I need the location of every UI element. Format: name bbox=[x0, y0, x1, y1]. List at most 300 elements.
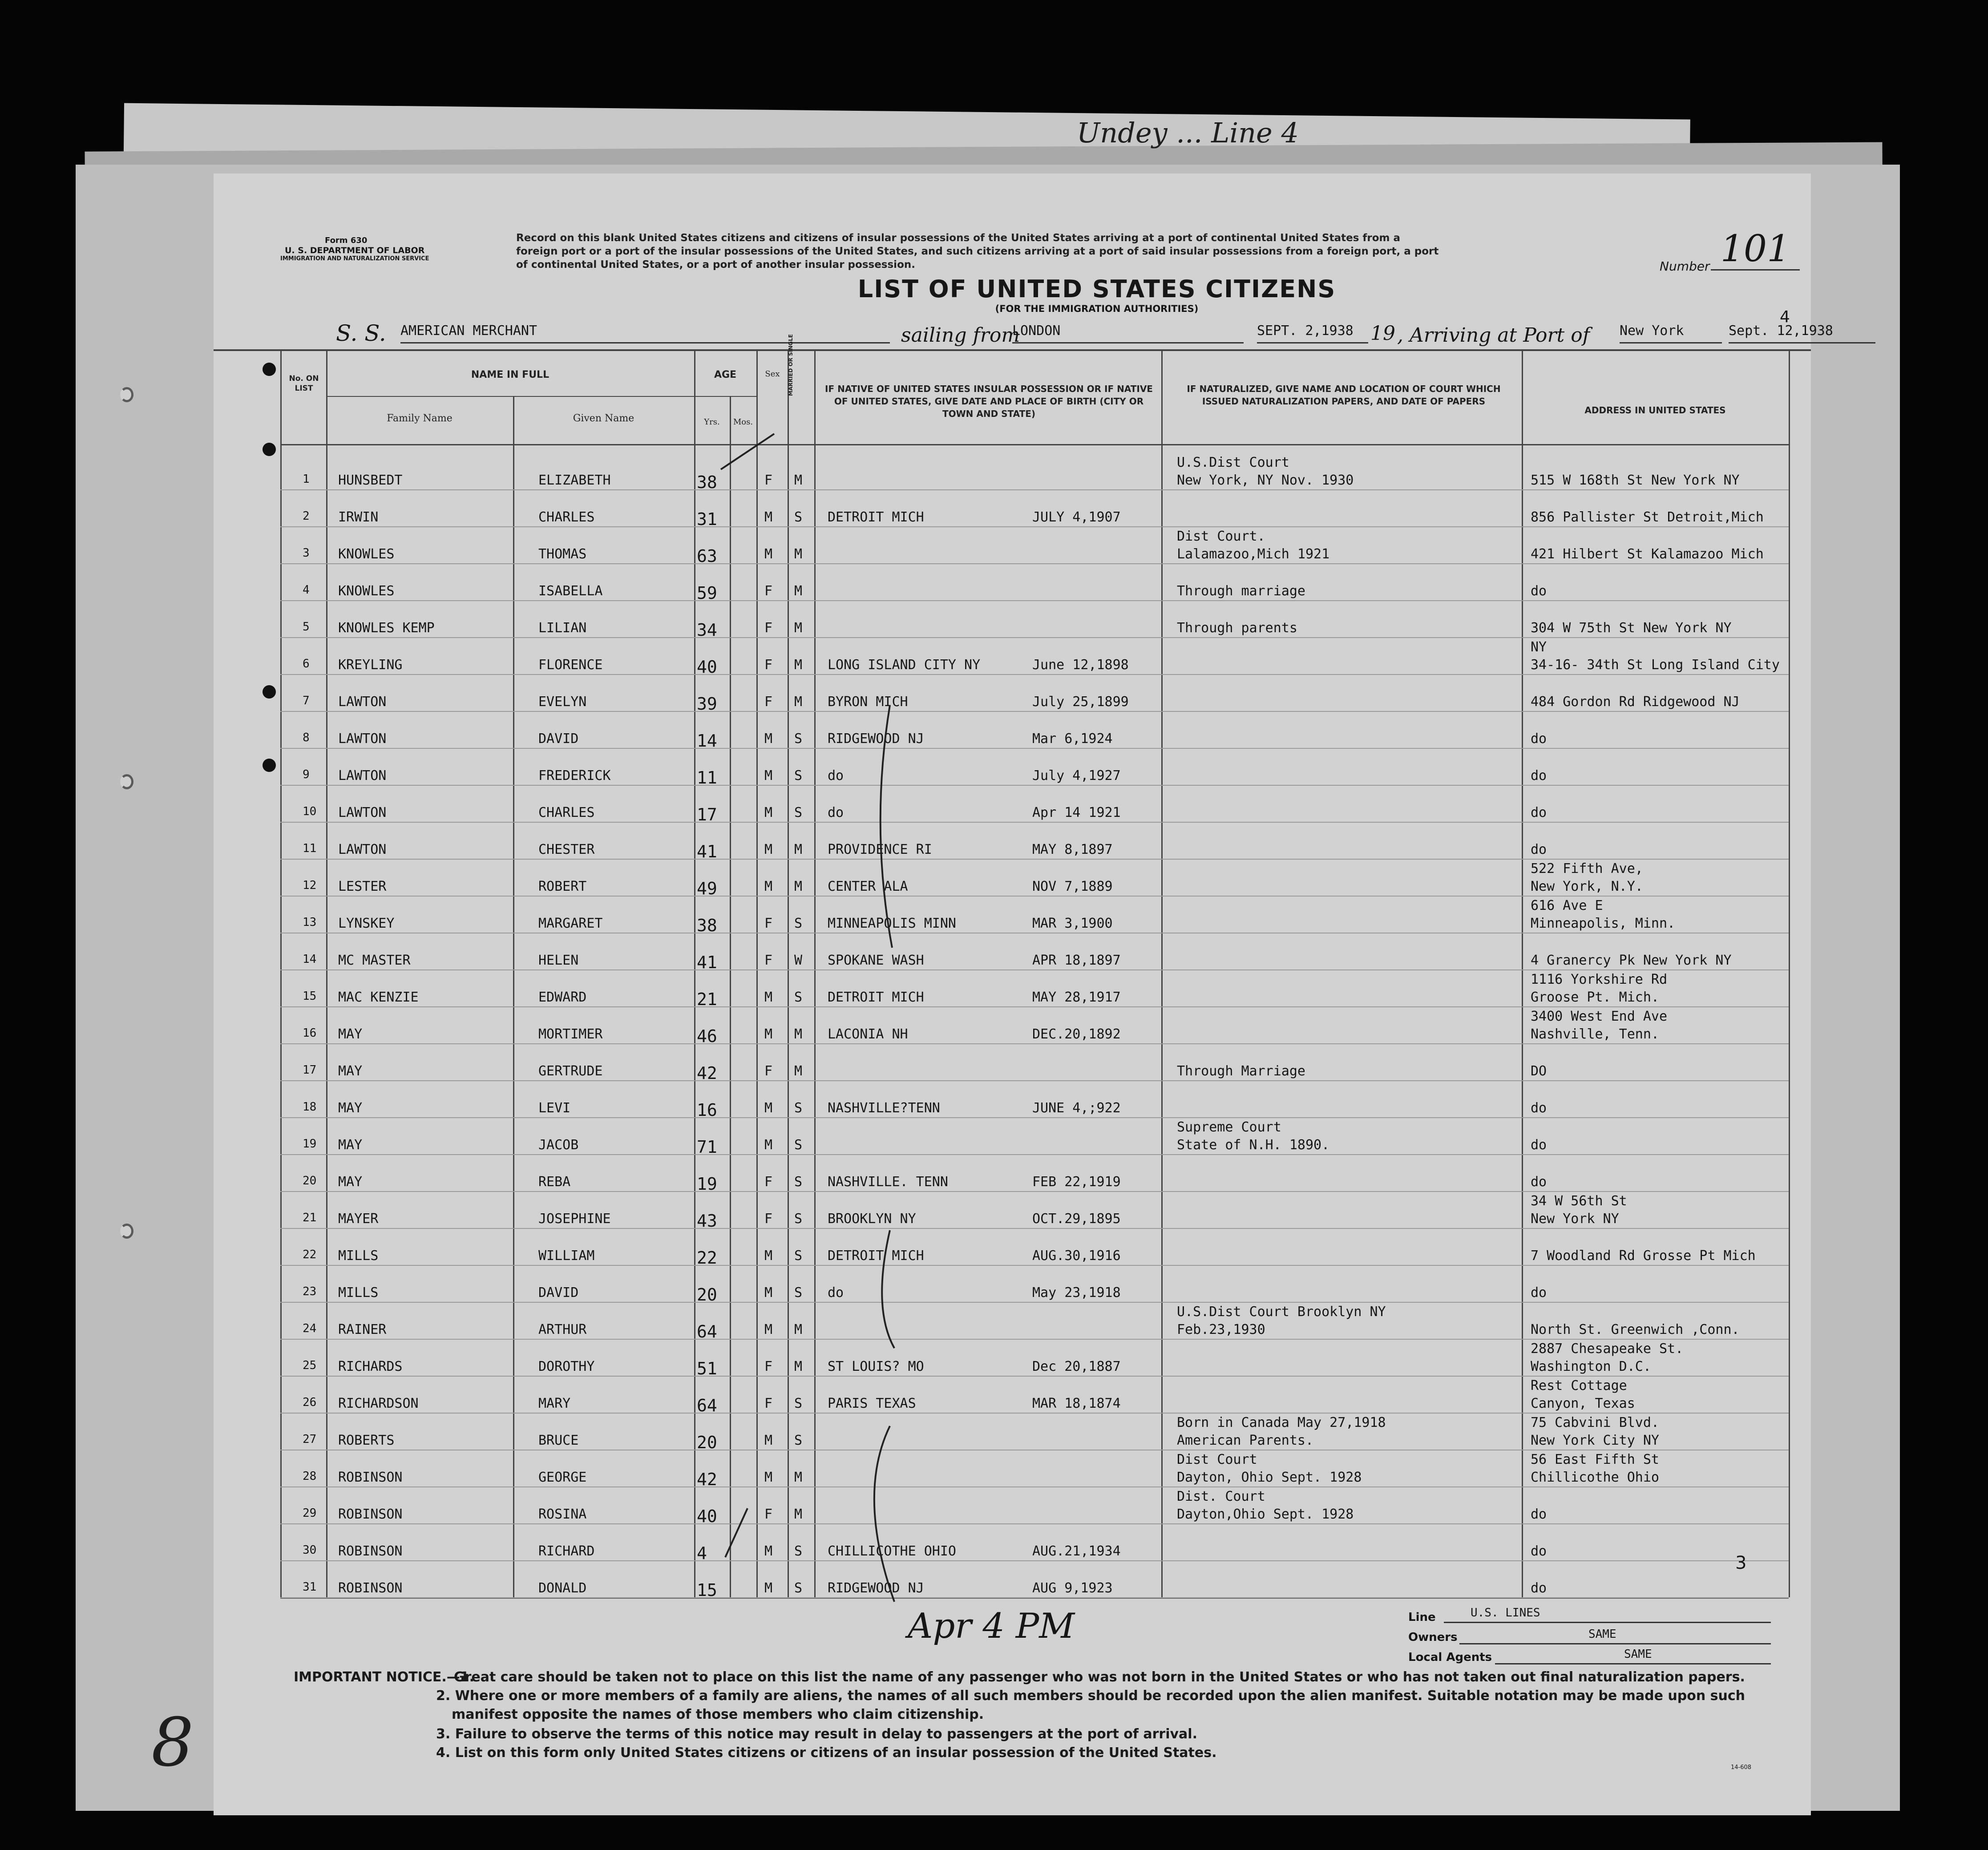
address-line-2: 421 Hilbert St Kalamazoo Mich bbox=[1531, 546, 1764, 562]
age: 46 bbox=[697, 1026, 717, 1046]
address-line-2: do bbox=[1531, 1100, 1547, 1116]
age: 39 bbox=[697, 694, 717, 714]
address-line-2: do bbox=[1531, 1580, 1547, 1596]
row-no: 16 bbox=[303, 1026, 317, 1040]
marital-status: S bbox=[794, 805, 803, 820]
given-name: ROSINA bbox=[538, 1507, 587, 1522]
birth-date: July 4,1927 bbox=[1032, 768, 1121, 784]
agents-label: Local Agents bbox=[1408, 1651, 1492, 1664]
family-name: HUNSBEDT bbox=[338, 473, 403, 488]
birth-date: OCT.29,1895 bbox=[1032, 1211, 1121, 1227]
binder-hole bbox=[120, 1224, 133, 1239]
row-no: 26 bbox=[303, 1396, 317, 1409]
sex: F bbox=[764, 583, 773, 599]
family-name: MILLS bbox=[338, 1248, 379, 1264]
birth-date: July 25,1899 bbox=[1032, 694, 1129, 710]
address-line-2: 515 W 168th St New York NY bbox=[1531, 473, 1740, 488]
given-name: THOMAS bbox=[538, 546, 587, 562]
family-name: ROBERTS bbox=[338, 1433, 395, 1448]
given-name: JOSEPHINE bbox=[538, 1211, 611, 1227]
marital-status: S bbox=[794, 990, 803, 1005]
row-no: 6 bbox=[303, 657, 310, 671]
birth-place: CENTER ALA bbox=[828, 879, 908, 894]
given-name: JACOB bbox=[538, 1137, 579, 1153]
header-name-in-full: NAME IN FULL bbox=[471, 369, 550, 380]
sex: M bbox=[764, 805, 773, 820]
address-line-2: New York City NY bbox=[1531, 1433, 1659, 1448]
address-line-1: 2887 Chesapeake St. bbox=[1531, 1341, 1684, 1357]
marital-status: M bbox=[794, 1359, 803, 1374]
number-label: Number bbox=[1660, 259, 1710, 274]
naturalization-line-1: Dist. Court bbox=[1177, 1489, 1265, 1504]
marital-status: S bbox=[794, 1396, 803, 1411]
age: 20 bbox=[697, 1433, 717, 1452]
given-name: ISABELLA bbox=[538, 583, 603, 599]
family-name: ROBINSON bbox=[338, 1543, 403, 1559]
address-line-2: 4 Granercy Pk New York NY bbox=[1531, 953, 1732, 968]
sex: M bbox=[764, 990, 773, 1005]
row-no: 15 bbox=[303, 990, 317, 1003]
family-name: KREYLING bbox=[338, 657, 403, 673]
age: 42 bbox=[697, 1063, 717, 1083]
row-no: 31 bbox=[303, 1580, 317, 1594]
given-name: MORTIMER bbox=[538, 1026, 603, 1042]
from-port: LONDON bbox=[1012, 323, 1244, 343]
row-no: 27 bbox=[303, 1433, 317, 1446]
form-code: 14-608 bbox=[1731, 1764, 1752, 1771]
row-no: 23 bbox=[303, 1285, 317, 1298]
row-no: 18 bbox=[303, 1100, 317, 1114]
birth-place: LACONIA NH bbox=[828, 1026, 908, 1042]
row-no: 5 bbox=[303, 620, 310, 634]
row-no: 9 bbox=[303, 768, 310, 781]
given-name: RICHARD bbox=[538, 1543, 595, 1559]
arrival-port: New York bbox=[1620, 323, 1722, 343]
naturalization-line-1: Born in Canada May 27,1918 bbox=[1177, 1415, 1386, 1430]
row-no: 14 bbox=[303, 953, 317, 966]
family-name: LYNSKEY bbox=[338, 916, 395, 931]
family-name: MAY bbox=[338, 1063, 363, 1079]
family-name: KNOWLES KEMP bbox=[338, 620, 435, 636]
family-name: LAWTON bbox=[338, 805, 387, 820]
birth-date: NOV 7,1889 bbox=[1032, 879, 1113, 894]
age: 59 bbox=[697, 583, 717, 603]
address-line-1: 1116 Yorkshire Rd bbox=[1531, 972, 1668, 987]
given-name: LILIAN bbox=[538, 620, 587, 636]
family-name: MC MASTER bbox=[338, 953, 411, 968]
sex: F bbox=[764, 694, 773, 710]
marital-status: S bbox=[794, 768, 803, 784]
address-line-1: 522 Fifth Ave, bbox=[1531, 861, 1643, 877]
birth-place: DETROIT MICH bbox=[828, 1248, 924, 1264]
address-line-2: DO bbox=[1531, 1063, 1547, 1079]
address-line-2: New York NY bbox=[1531, 1211, 1619, 1227]
age: 49 bbox=[697, 879, 717, 898]
age: 38 bbox=[697, 473, 717, 492]
sex: F bbox=[764, 1063, 773, 1079]
family-name: MAY bbox=[338, 1174, 363, 1190]
family-name: LAWTON bbox=[338, 694, 387, 710]
marital-status: M bbox=[794, 657, 803, 673]
naturalization-line-2: Through Marriage bbox=[1177, 1063, 1305, 1079]
naturalization-line-1: Dist Court bbox=[1177, 1452, 1257, 1467]
address-line-1: 3400 West End Ave bbox=[1531, 1009, 1668, 1024]
address-line-2: Groose Pt. Mich. bbox=[1531, 990, 1659, 1005]
birth-place: BROOKLYN NY bbox=[828, 1211, 916, 1227]
row-no: 28 bbox=[303, 1470, 317, 1483]
age: 22 bbox=[697, 1248, 717, 1268]
birth-date: DEC.20,1892 bbox=[1032, 1026, 1121, 1042]
sex: M bbox=[764, 1026, 773, 1042]
address-line-2: 484 Gordon Rd Ridgewood NJ bbox=[1531, 694, 1740, 710]
age: 38 bbox=[697, 916, 717, 935]
marital-status: S bbox=[794, 1137, 803, 1153]
birth-place: LONG ISLAND CITY NY bbox=[828, 657, 981, 673]
birth-place: NASHVILLE. TENN bbox=[828, 1174, 948, 1190]
birth-place: MINNEAPOLIS MINN bbox=[828, 916, 956, 931]
address-line-2: do bbox=[1531, 1543, 1547, 1559]
row-no: 30 bbox=[303, 1543, 317, 1557]
address-line-1: 56 East Fifth St bbox=[1531, 1452, 1659, 1467]
record-text-3: of continental United States, or a port of another insular possession. bbox=[516, 259, 915, 271]
marital-status: M bbox=[794, 583, 803, 599]
sex: F bbox=[764, 1174, 773, 1190]
address-line-1: 34 W 56th St bbox=[1531, 1193, 1627, 1209]
header-age: AGE bbox=[714, 369, 737, 380]
sex: M bbox=[764, 1470, 773, 1485]
naturalization-line-2: Lalamazoo,Mich 1921 bbox=[1177, 546, 1330, 562]
header-sex: Sex bbox=[765, 369, 780, 379]
address-line-2: Chillicothe Ohio bbox=[1531, 1470, 1659, 1485]
family-name: LAWTON bbox=[338, 768, 387, 784]
given-name: CHARLES bbox=[538, 805, 595, 820]
row-no: 25 bbox=[303, 1359, 317, 1372]
marital-status: M bbox=[794, 473, 803, 488]
top-scribble: Undey ... Line 4 bbox=[1077, 117, 1299, 149]
naturalization-line-2: Through marriage bbox=[1177, 583, 1305, 599]
address-line-2: Washington D.C. bbox=[1531, 1359, 1651, 1374]
sailing-label: sailing from bbox=[901, 324, 1020, 347]
notice-line-5: 4. List on this form only United States citizens or citizens of an insular possession of the United States. bbox=[436, 1745, 1217, 1761]
family-name: IRWIN bbox=[338, 509, 379, 525]
sex: M bbox=[764, 1433, 773, 1448]
given-name: FREDERICK bbox=[538, 768, 611, 784]
row-no: 21 bbox=[303, 1211, 317, 1224]
age: 40 bbox=[697, 1507, 717, 1526]
age: 51 bbox=[697, 1359, 717, 1378]
sex: M bbox=[764, 509, 773, 525]
page-subtitle: (FOR THE IMMIGRATION AUTHORITIES) bbox=[995, 303, 1199, 314]
check-marks bbox=[214, 174, 1811, 1815]
sex: F bbox=[764, 953, 773, 968]
record-text-1: Record on this blank United States citizens and citizens of insular possessions of the United States arriving at a port of continental United States from a bbox=[516, 232, 1401, 244]
family-name: MAY bbox=[338, 1137, 363, 1153]
sex: F bbox=[764, 1396, 773, 1411]
row-no: 13 bbox=[303, 916, 317, 929]
row-no: 17 bbox=[303, 1063, 317, 1077]
given-name: WILLIAM bbox=[538, 1248, 595, 1264]
family-name: ROBINSON bbox=[338, 1470, 403, 1485]
given-name: ROBERT bbox=[538, 879, 587, 894]
row-no: 19 bbox=[303, 1137, 317, 1151]
marital-status: S bbox=[794, 1248, 803, 1264]
marital-status: S bbox=[794, 731, 803, 747]
row-no: 20 bbox=[303, 1174, 317, 1188]
corner-number: 4 bbox=[1780, 308, 1790, 326]
address-line-2: do bbox=[1531, 805, 1547, 820]
marital-status: S bbox=[794, 1433, 803, 1448]
number-value: 101 bbox=[1711, 229, 1800, 271]
birth-date: JULY 4,1907 bbox=[1032, 509, 1121, 525]
ship-name: AMERICAN MERCHANT bbox=[400, 323, 890, 343]
sex: F bbox=[764, 916, 773, 931]
row-no: 10 bbox=[303, 805, 317, 818]
given-name: REBA bbox=[538, 1174, 571, 1190]
given-name: EDWARD bbox=[538, 990, 587, 1005]
arriving-label: , Arriving at Port of bbox=[1397, 324, 1590, 347]
marital-status: S bbox=[794, 1211, 803, 1227]
row-no: 1 bbox=[303, 473, 310, 486]
agents-value: SAME bbox=[1495, 1648, 1771, 1664]
birth-date: MAR 18,1874 bbox=[1032, 1396, 1121, 1411]
marital-status: M bbox=[794, 879, 803, 894]
footer-number: 3 bbox=[1735, 1553, 1747, 1573]
sex: M bbox=[764, 1100, 773, 1116]
given-name: DOROTHY bbox=[538, 1359, 595, 1374]
birth-date: FEB 22,1919 bbox=[1032, 1174, 1121, 1190]
birth-place: DETROIT MICH bbox=[828, 509, 924, 525]
age: 71 bbox=[697, 1137, 717, 1157]
line-label: Line bbox=[1408, 1611, 1436, 1624]
address-line-2: North St. Greenwich ,Conn. bbox=[1531, 1322, 1740, 1337]
age: 43 bbox=[697, 1211, 717, 1231]
year-label-1: 19 bbox=[1370, 322, 1395, 345]
age: 16 bbox=[697, 1100, 717, 1120]
marital-status: M bbox=[794, 620, 803, 636]
given-name: CHARLES bbox=[538, 509, 595, 525]
birth-date: Mar 6,1924 bbox=[1032, 731, 1113, 747]
address-line-2: 856 Pallister St Detroit,Mich bbox=[1531, 509, 1764, 525]
sex: M bbox=[764, 731, 773, 747]
service: IMMIGRATION AND NATURALIZATION SERVICE bbox=[280, 255, 429, 262]
birth-date: Dec 20,1887 bbox=[1032, 1359, 1121, 1374]
family-name: RAINER bbox=[338, 1322, 387, 1337]
address-line-1: NY bbox=[1531, 639, 1547, 655]
notice-line-4: 3. Failure to observe the terms of this notice may result in delay to passengers at the port of arrival. bbox=[436, 1726, 1197, 1742]
family-name: LAWTON bbox=[338, 842, 387, 857]
age: 19 bbox=[697, 1174, 717, 1194]
form-number: Form 630 bbox=[325, 236, 368, 245]
birth-place: do bbox=[828, 805, 844, 820]
marital-status: S bbox=[794, 1100, 803, 1116]
age: 64 bbox=[697, 1396, 717, 1415]
sex: M bbox=[764, 768, 773, 784]
sex: F bbox=[764, 1211, 773, 1227]
family-name: KNOWLES bbox=[338, 546, 395, 562]
birth-date: MAR 3,1900 bbox=[1032, 916, 1113, 931]
marital-status: W bbox=[794, 953, 803, 968]
marital-status: M bbox=[794, 1063, 803, 1079]
sex: M bbox=[764, 546, 773, 562]
address-line-2: do bbox=[1531, 731, 1547, 747]
birth-place: DETROIT MICH bbox=[828, 990, 924, 1005]
address-line-2: 34-16- 34th St Long Island City bbox=[1531, 657, 1780, 673]
header-birth: IF NATIVE OF UNITED STATES INSULAR POSSESSION OR IF NATIVE OF UNITED STATES, GIVE DATE AND PLACE OF BIRTH (CITY OR TOWN AND STATE) bbox=[825, 384, 1153, 419]
naturalization-line-2: American Parents. bbox=[1177, 1433, 1314, 1448]
row-no: 11 bbox=[303, 842, 317, 855]
given-name: LEVI bbox=[538, 1100, 571, 1116]
row-no: 4 bbox=[303, 583, 310, 597]
birth-place: CHILLICOTHE OHIO bbox=[828, 1543, 956, 1559]
age: 4 bbox=[697, 1543, 707, 1563]
naturalization-line-1: Dist Court. bbox=[1177, 529, 1265, 544]
family-name: LAWTON bbox=[338, 731, 387, 747]
margin-mark: 8 bbox=[151, 1704, 194, 1781]
age: 11 bbox=[697, 768, 717, 788]
birth-place: do bbox=[828, 1285, 844, 1301]
address-line-2: do bbox=[1531, 583, 1547, 599]
age: 17 bbox=[697, 805, 717, 824]
marital-status: S bbox=[794, 1174, 803, 1190]
header-no-on-list: No. ON LIST bbox=[289, 374, 319, 393]
naturalization-line-2: Dayton,Ohio Sept. 1928 bbox=[1177, 1507, 1354, 1522]
age: 34 bbox=[697, 620, 717, 640]
given-name: EVELYN bbox=[538, 694, 587, 710]
naturalization-line-2: State of N.H. 1890. bbox=[1177, 1137, 1330, 1153]
sex: M bbox=[764, 842, 773, 857]
naturalization-line-2: Feb.23,1930 bbox=[1177, 1322, 1265, 1337]
given-name: GERTRUDE bbox=[538, 1063, 603, 1079]
birth-date: APR 18,1897 bbox=[1032, 953, 1121, 968]
family-name: MAYER bbox=[338, 1211, 379, 1227]
naturalization-line-2: Dayton, Ohio Sept. 1928 bbox=[1177, 1470, 1362, 1485]
age: 41 bbox=[697, 953, 717, 972]
sex: F bbox=[764, 657, 773, 673]
address-line-2: do bbox=[1531, 1174, 1547, 1190]
given-name: HELEN bbox=[538, 953, 579, 968]
address-line-2: do bbox=[1531, 768, 1547, 784]
sex: F bbox=[764, 1359, 773, 1374]
sex: M bbox=[764, 1248, 773, 1264]
marital-status: M bbox=[794, 1507, 803, 1522]
birth-place: NASHVILLE?TENN bbox=[828, 1100, 940, 1116]
address-line-2: New York, N.Y. bbox=[1531, 879, 1643, 894]
notice-line-2: 2. Where one or more members of a family are aliens, the names of all such members should be recorded upon the alien manifest. Suitable notation may be made upon such bbox=[436, 1688, 1746, 1704]
marital-status: M bbox=[794, 1026, 803, 1042]
notice-line-1: Great care should be taken not to place on this list the name of any passenger who was not born in the United States or who has not taken out final naturalization papers. bbox=[454, 1669, 1745, 1685]
birth-place: PARIS TEXAS bbox=[828, 1396, 916, 1411]
address-line-2: Nashville, Tenn. bbox=[1531, 1026, 1659, 1042]
birth-date: JUNE 4,;922 bbox=[1032, 1100, 1121, 1116]
marital-status: S bbox=[794, 1543, 803, 1559]
address-line-2: do bbox=[1531, 1137, 1547, 1153]
row-no: 3 bbox=[303, 546, 310, 560]
sex: M bbox=[764, 1543, 773, 1559]
address-line-1: Rest Cottage bbox=[1531, 1378, 1627, 1394]
family-name: MILLS bbox=[338, 1285, 379, 1301]
family-name: MAY bbox=[338, 1026, 363, 1042]
birth-date: MAY 28,1917 bbox=[1032, 990, 1121, 1005]
naturalization-line-1: U.S.Dist Court bbox=[1177, 455, 1289, 470]
given-name: MARGARET bbox=[538, 916, 603, 931]
birth-date: Apr 14 1921 bbox=[1032, 805, 1121, 820]
row-no: 8 bbox=[303, 731, 310, 744]
marital-status: M bbox=[794, 1470, 803, 1485]
header-yrs: Yrs. bbox=[704, 417, 720, 427]
address-line-1: 75 Cabvini Blvd. bbox=[1531, 1415, 1659, 1430]
birth-place: ST LOUIS? MO bbox=[828, 1359, 924, 1374]
row-no: 29 bbox=[303, 1507, 317, 1520]
family-name: RICHARDS bbox=[338, 1359, 403, 1374]
birth-date: AUG.21,1934 bbox=[1032, 1543, 1121, 1559]
sex: M bbox=[764, 879, 773, 894]
birth-place: SPOKANE WASH bbox=[828, 953, 924, 968]
address-line-2: do bbox=[1531, 1285, 1547, 1301]
marital-status: S bbox=[794, 916, 803, 931]
age: 20 bbox=[697, 1285, 717, 1305]
given-name: CHESTER bbox=[538, 842, 595, 857]
age: 40 bbox=[697, 657, 717, 677]
address-line-2: Minneapolis, Minn. bbox=[1531, 916, 1676, 931]
birth-date: May 23,1918 bbox=[1032, 1285, 1121, 1301]
age: 64 bbox=[697, 1322, 717, 1341]
marital-status: M bbox=[794, 1322, 803, 1337]
naturalization-line-2: New York, NY Nov. 1930 bbox=[1177, 473, 1354, 488]
family-name: MAY bbox=[338, 1100, 363, 1116]
row-no: 7 bbox=[303, 694, 310, 707]
owners-label: Owners bbox=[1408, 1631, 1458, 1644]
birth-date: AUG.30,1916 bbox=[1032, 1248, 1121, 1264]
address-line-2: 304 W 75th St New York NY bbox=[1531, 620, 1732, 636]
birth-date: MAY 8,1897 bbox=[1032, 842, 1113, 857]
binder-hole bbox=[120, 774, 133, 789]
sex: M bbox=[764, 1285, 773, 1301]
header-naturalized: IF NATURALIZED, GIVE NAME AND LOCATION OF COURT WHICH ISSUED NATURALIZATION PAPERS, AND DATE OF PAPERS bbox=[1187, 384, 1501, 407]
birth-date: June 12,1898 bbox=[1032, 657, 1129, 673]
header-address: ADDRESS IN UNITED STATES bbox=[1584, 405, 1726, 416]
birth-date: AUG 9,1923 bbox=[1032, 1580, 1113, 1596]
row-no: 2 bbox=[303, 509, 310, 523]
address-line-1: 616 Ave E bbox=[1531, 898, 1603, 913]
header-given-name: Given Name bbox=[573, 413, 634, 424]
sex: M bbox=[764, 1322, 773, 1337]
given-name: DAVID bbox=[538, 1285, 579, 1301]
age: 21 bbox=[697, 990, 717, 1009]
sailing-date: SEPT. 2,1938 bbox=[1257, 323, 1368, 343]
birth-place: RIDGEWOOD NJ bbox=[828, 731, 924, 747]
naturalization-line-1: Supreme Court bbox=[1177, 1119, 1281, 1135]
given-name: ARTHUR bbox=[538, 1322, 587, 1337]
age: 14 bbox=[697, 731, 717, 751]
given-name: ELIZABETH bbox=[538, 473, 611, 488]
line-value: U.S. LINES bbox=[1444, 1606, 1771, 1623]
address-line-2: Canyon, Texas bbox=[1531, 1396, 1635, 1411]
given-name: DAVID bbox=[538, 731, 579, 747]
family-name: MAC KENZIE bbox=[338, 990, 419, 1005]
given-name: FLORENCE bbox=[538, 657, 603, 673]
family-name: ROBINSON bbox=[338, 1507, 403, 1522]
binder-hole bbox=[120, 387, 133, 402]
sex: M bbox=[764, 1137, 773, 1153]
marital-status: M bbox=[794, 546, 803, 562]
family-name: ROBINSON bbox=[338, 1580, 403, 1596]
marital-status: S bbox=[794, 1285, 803, 1301]
handwritten-note: Apr 4 PM bbox=[908, 1606, 1075, 1646]
page-title: LIST OF UNITED STATES CITIZENS bbox=[857, 275, 1336, 303]
sex: F bbox=[764, 1507, 773, 1522]
given-name: BRUCE bbox=[538, 1433, 579, 1448]
sex: F bbox=[764, 473, 773, 488]
